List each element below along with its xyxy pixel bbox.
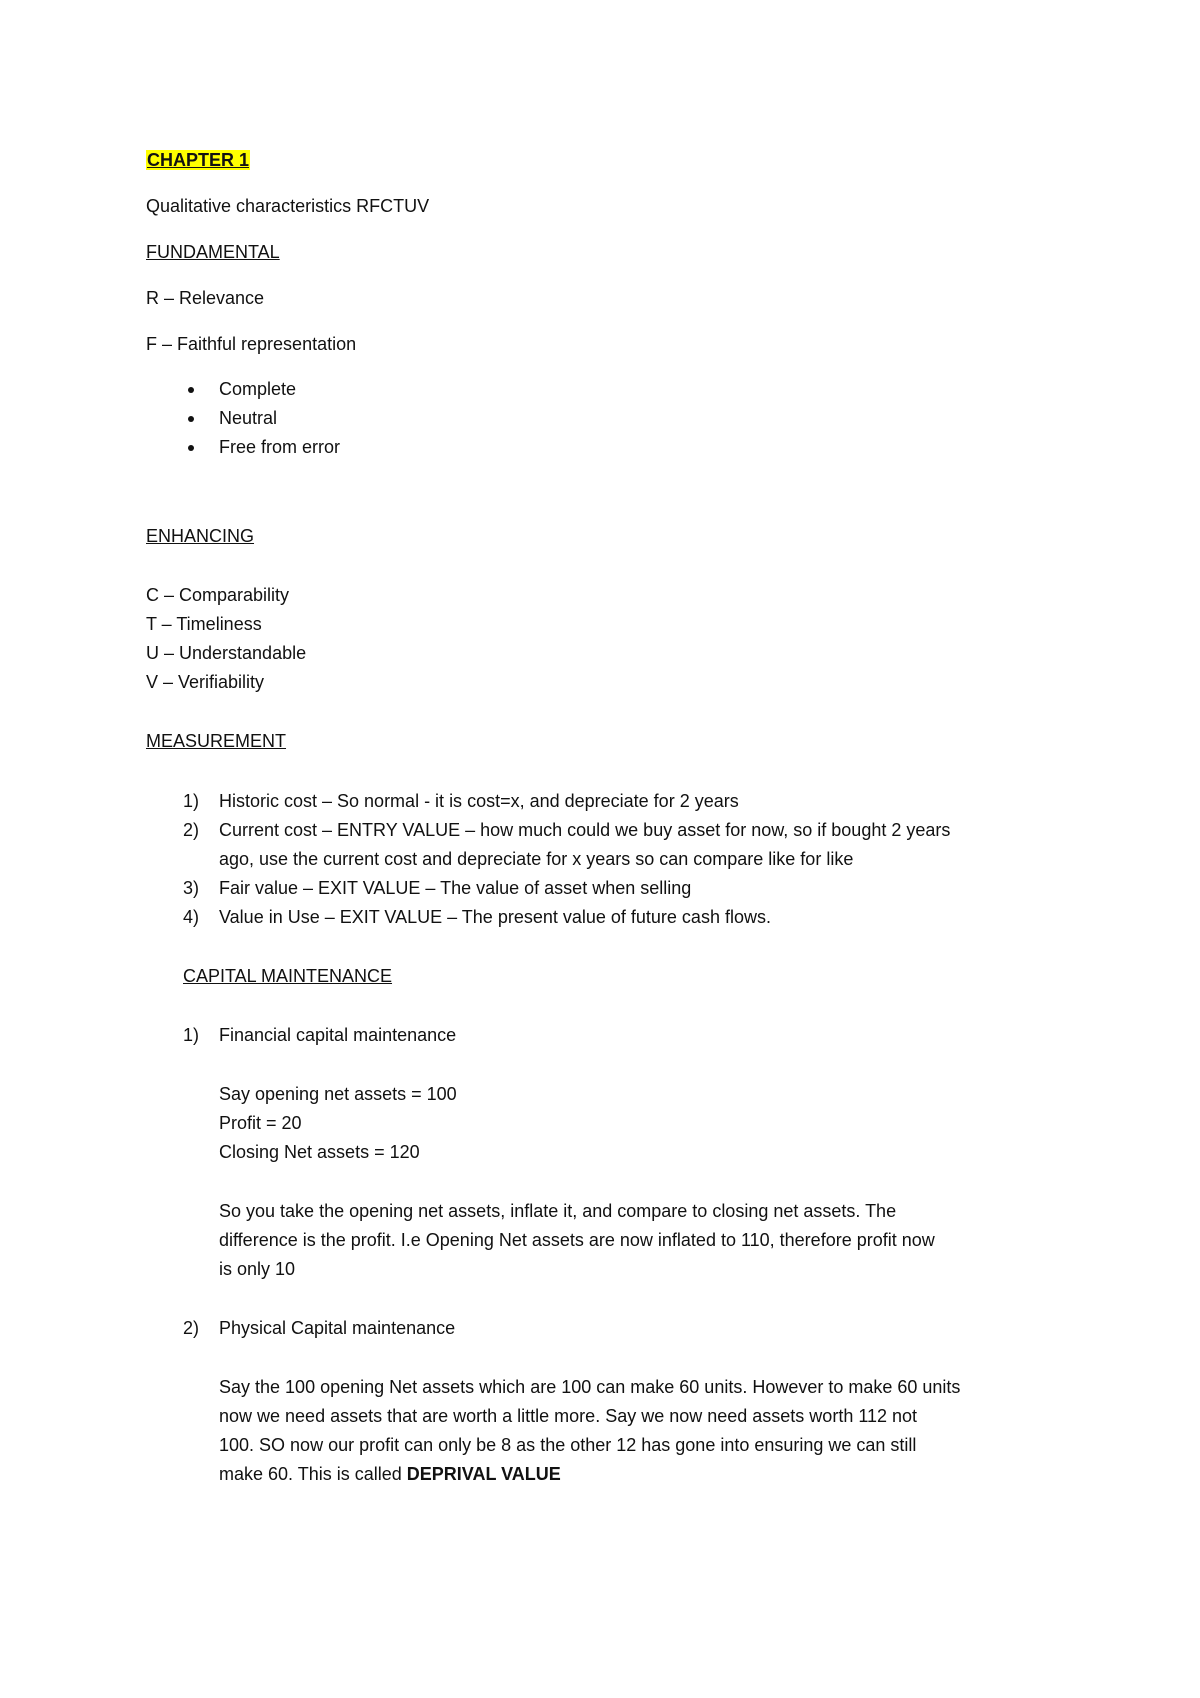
list-number: 2) bbox=[183, 820, 200, 840]
financial-explanation-line: difference is the profit. I.e Opening Net assets are now inflated to 110, therefore profit now bbox=[219, 1230, 935, 1250]
physical-explanation-line: Say the 100 opening Net assets which are 100 can make 60 units. However to make 60 units bbox=[219, 1377, 961, 1397]
financial-capital-title: Financial capital maintenance bbox=[219, 1025, 457, 1045]
financial-example-opening: Say opening net assets = 100 bbox=[219, 1084, 457, 1104]
bullet-item-free-from-error: Free from error bbox=[219, 437, 341, 457]
list-number: 1) bbox=[183, 791, 200, 811]
chapter-highlight: CHAPTER 1 bbox=[147, 150, 250, 170]
measurement-historic-cost: Historic cost – So normal - it is cost=x, and depreciate for 2 years bbox=[219, 791, 739, 811]
measurement-current-cost-cont: ago, use the current cost and depreciate for x years so can compare like for like bbox=[219, 849, 854, 869]
list-number: 1) bbox=[183, 1025, 200, 1045]
physical-explanation-line: 100. SO now our profit can only be 8 as the other 12 has gone into ensuring we can still bbox=[219, 1435, 917, 1455]
financial-example-closing: Closing Net assets = 120 bbox=[219, 1142, 420, 1162]
fundamental-item-faithful: F – Faithful representation bbox=[146, 334, 357, 354]
enhancing-item-comparability: C – Comparability bbox=[146, 585, 290, 605]
intro-text: Qualitative characteristics RFCTUV bbox=[146, 196, 430, 216]
bullet-icon bbox=[188, 387, 194, 393]
physical-explanation-last-line bbox=[219, 1462, 561, 1486]
financial-example-profit: Profit = 20 bbox=[219, 1113, 302, 1133]
fundamental-item-relevance: R – Relevance bbox=[146, 288, 265, 308]
list-number: 3) bbox=[183, 878, 200, 898]
measurement-fair-value: Fair value – EXIT VALUE – The value of asset when selling bbox=[219, 878, 692, 898]
financial-explanation-line: is only 10 bbox=[219, 1259, 296, 1279]
measurement-value-in-use: Value in Use – EXIT VALUE – The present value of future cash flows. bbox=[219, 907, 771, 927]
list-number: 2) bbox=[183, 1318, 200, 1338]
measurement-heading: MEASUREMENT bbox=[146, 731, 287, 751]
measurement-current-cost: Current cost – ENTRY VALUE – how much could we buy asset for now, so if bought 2 years bbox=[219, 820, 951, 840]
bullet-icon bbox=[188, 445, 194, 451]
enhancing-heading: ENHANCING bbox=[146, 526, 255, 546]
enhancing-item-timeliness: T – Timeliness bbox=[146, 614, 262, 634]
physical-last-prefix: make 60. This is called bbox=[219, 1464, 407, 1484]
fundamental-heading: FUNDAMENTAL bbox=[146, 242, 280, 262]
deprival-value-term: DEPRIVAL VALUE bbox=[406, 1464, 561, 1484]
physical-capital-title: Physical Capital maintenance bbox=[219, 1318, 456, 1338]
capital-heading: CAPITAL MAINTENANCE bbox=[183, 966, 393, 986]
enhancing-item-understandable: U – Understandable bbox=[146, 643, 307, 663]
bullet-item-complete: Complete bbox=[219, 379, 297, 399]
bullet-item-neutral: Neutral bbox=[219, 408, 278, 428]
physical-explanation-line: now we need assets that are worth a little more. Say we now need assets worth 112 not bbox=[219, 1406, 918, 1426]
financial-explanation-line: So you take the opening net assets, inflate it, and compare to closing net assets. The bbox=[219, 1201, 897, 1221]
list-number: 4) bbox=[183, 907, 200, 927]
chapter-title bbox=[146, 148, 250, 172]
bullet-icon bbox=[188, 416, 194, 422]
enhancing-item-verifiability: V – Verifiability bbox=[146, 672, 265, 692]
